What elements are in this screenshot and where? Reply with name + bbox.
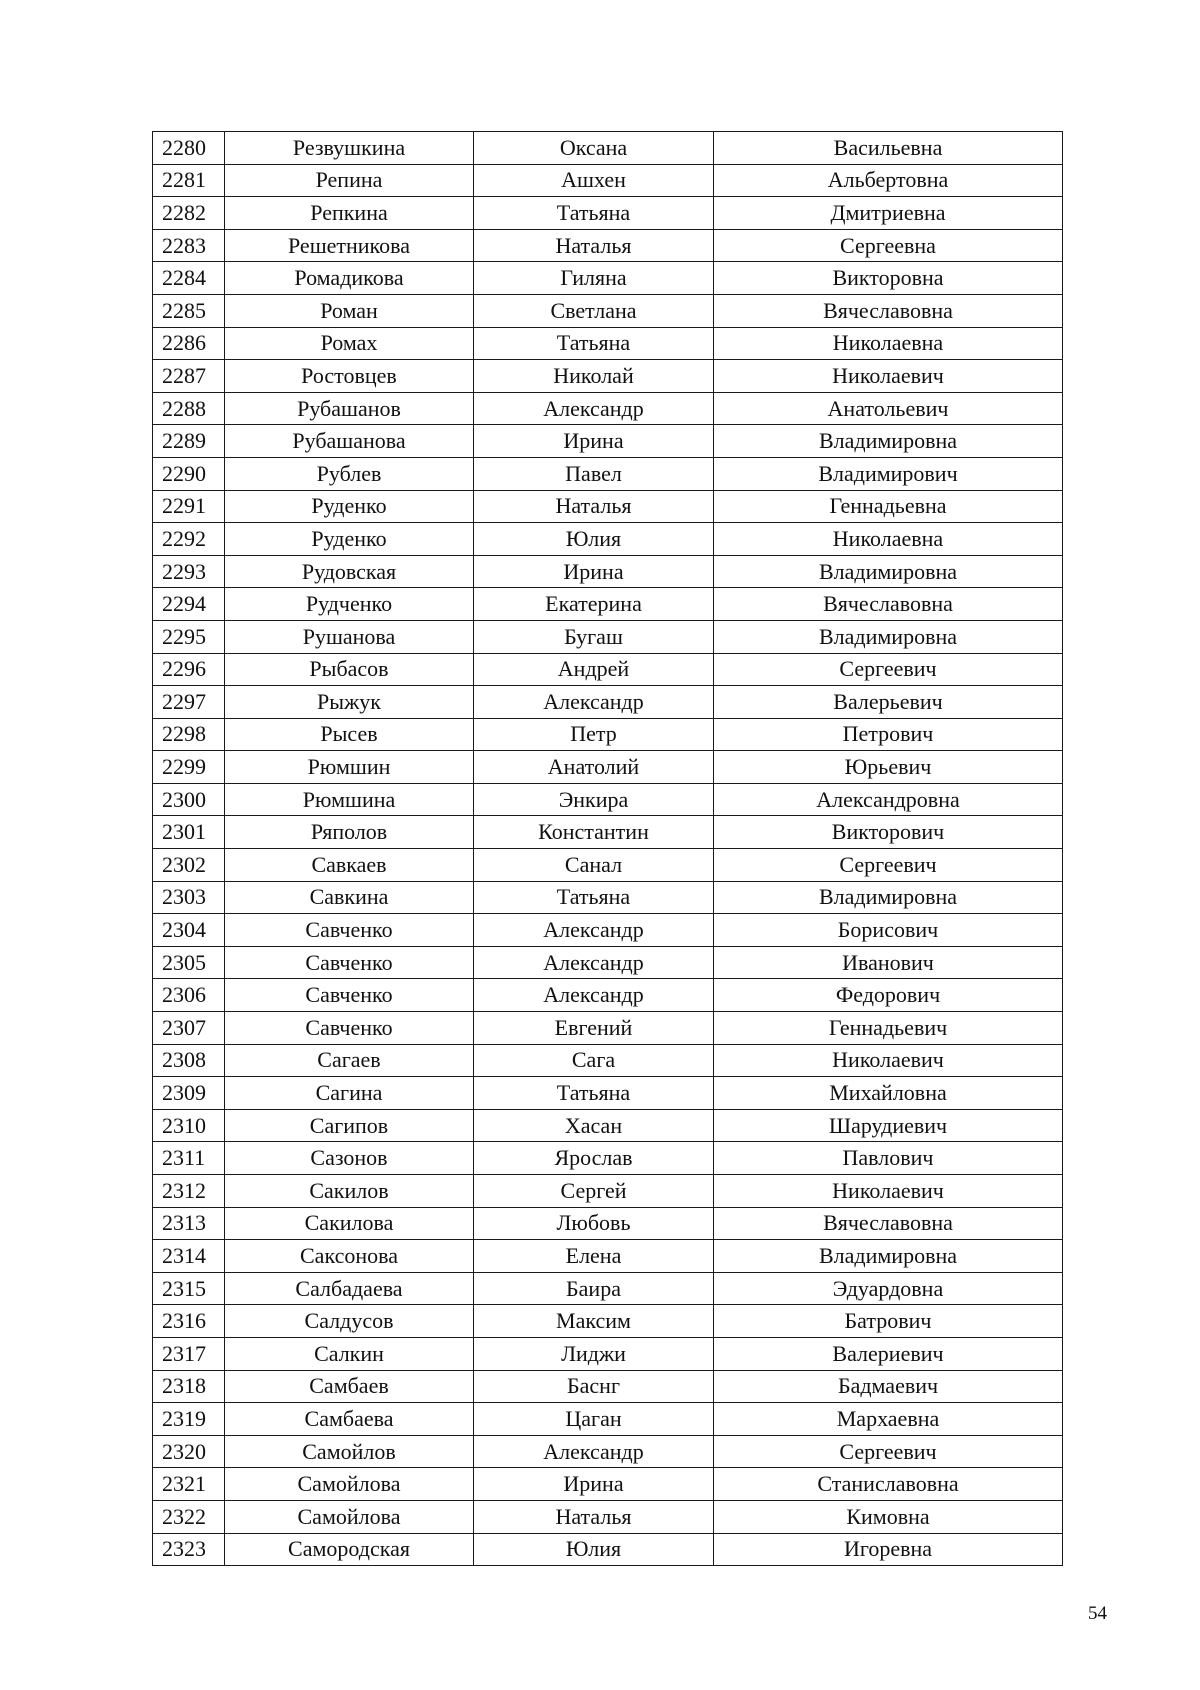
first-name-cell: Сергей bbox=[474, 1175, 714, 1208]
roster-table bbox=[152, 131, 1063, 1566]
row-number-cell: 2299 bbox=[153, 751, 225, 784]
table-row bbox=[153, 490, 1063, 523]
first-name-cell: Николай bbox=[474, 360, 714, 393]
first-name-cell: Елена bbox=[474, 1240, 714, 1273]
first-name-cell: Ирина bbox=[474, 555, 714, 588]
patronymic-cell: Сергеевич bbox=[714, 849, 1063, 882]
first-name-cell: Сага bbox=[474, 1044, 714, 1077]
first-name-cell: Санал bbox=[474, 849, 714, 882]
first-name-cell: Александр bbox=[474, 392, 714, 425]
last-name-cell: Сагипов bbox=[225, 1109, 474, 1142]
last-name-cell: Самойлова bbox=[225, 1468, 474, 1501]
table-row bbox=[153, 360, 1063, 393]
table-row bbox=[153, 816, 1063, 849]
first-name-cell: Баснг bbox=[474, 1370, 714, 1403]
patronymic-cell: Александровна bbox=[714, 783, 1063, 816]
last-name-cell: Решетникова bbox=[225, 229, 474, 262]
table-row bbox=[153, 588, 1063, 621]
row-number-cell: 2293 bbox=[153, 555, 225, 588]
table-row bbox=[153, 1305, 1063, 1338]
row-number-cell: 2290 bbox=[153, 457, 225, 490]
first-name-cell: Бугаш bbox=[474, 620, 714, 653]
table-row bbox=[153, 229, 1063, 262]
last-name-cell: Репина bbox=[225, 164, 474, 197]
row-number-cell: 2308 bbox=[153, 1044, 225, 1077]
first-name-cell: Татьяна bbox=[474, 881, 714, 914]
patronymic-cell: Вячеславовна bbox=[714, 588, 1063, 621]
first-name-cell: Энкира bbox=[474, 783, 714, 816]
patronymic-cell: Владимировна bbox=[714, 881, 1063, 914]
row-number-cell: 2304 bbox=[153, 914, 225, 947]
last-name-cell: Рыбасов bbox=[225, 653, 474, 686]
patronymic-cell: Сергеевич bbox=[714, 1435, 1063, 1468]
patronymic-cell: Сергеевич bbox=[714, 653, 1063, 686]
first-name-cell: Константин bbox=[474, 816, 714, 849]
last-name-cell: Савченко bbox=[225, 946, 474, 979]
row-number-cell: 2319 bbox=[153, 1403, 225, 1436]
patronymic-cell: Владимировна bbox=[714, 425, 1063, 458]
row-number-cell: 2300 bbox=[153, 783, 225, 816]
table-row bbox=[153, 1240, 1063, 1273]
row-number-cell: 2305 bbox=[153, 946, 225, 979]
table-row bbox=[153, 1142, 1063, 1175]
table-row bbox=[153, 555, 1063, 588]
row-number-cell: 2280 bbox=[153, 132, 225, 165]
first-name-cell: Александр bbox=[474, 686, 714, 719]
last-name-cell: Салдусов bbox=[225, 1305, 474, 1338]
last-name-cell: Руденко bbox=[225, 523, 474, 556]
last-name-cell: Ряполов bbox=[225, 816, 474, 849]
patronymic-cell: Николаевич bbox=[714, 1175, 1063, 1208]
table-row bbox=[153, 1109, 1063, 1142]
last-name-cell: Самбаев bbox=[225, 1370, 474, 1403]
first-name-cell: Александр bbox=[474, 914, 714, 947]
last-name-cell: Сакилова bbox=[225, 1207, 474, 1240]
last-name-cell: Савкаев bbox=[225, 849, 474, 882]
first-name-cell: Хасан bbox=[474, 1109, 714, 1142]
patronymic-cell: Вячеславовна bbox=[714, 1207, 1063, 1240]
last-name-cell: Сакилов bbox=[225, 1175, 474, 1208]
row-number-cell: 2281 bbox=[153, 164, 225, 197]
row-number-cell: 2317 bbox=[153, 1337, 225, 1370]
table-row bbox=[153, 946, 1063, 979]
first-name-cell: Екатерина bbox=[474, 588, 714, 621]
first-name-cell: Лиджи bbox=[474, 1337, 714, 1370]
last-name-cell: Репкина bbox=[225, 197, 474, 230]
last-name-cell: Рюмшин bbox=[225, 751, 474, 784]
table-row bbox=[153, 197, 1063, 230]
table-row bbox=[153, 1012, 1063, 1045]
table-row bbox=[153, 1337, 1063, 1370]
first-name-cell: Александр bbox=[474, 1435, 714, 1468]
table-row bbox=[153, 979, 1063, 1012]
row-number-cell: 2318 bbox=[153, 1370, 225, 1403]
row-number-cell: 2310 bbox=[153, 1109, 225, 1142]
first-name-cell: Татьяна bbox=[474, 327, 714, 360]
row-number-cell: 2312 bbox=[153, 1175, 225, 1208]
patronymic-cell: Викторович bbox=[714, 816, 1063, 849]
first-name-cell: Анатолий bbox=[474, 751, 714, 784]
row-number-cell: 2315 bbox=[153, 1272, 225, 1305]
table-row bbox=[153, 718, 1063, 751]
first-name-cell: Цаган bbox=[474, 1403, 714, 1436]
table-row bbox=[153, 327, 1063, 360]
row-number-cell: 2311 bbox=[153, 1142, 225, 1175]
last-name-cell: Самойлов bbox=[225, 1435, 474, 1468]
table-row bbox=[153, 392, 1063, 425]
row-number-cell: 2321 bbox=[153, 1468, 225, 1501]
row-number-cell: 2289 bbox=[153, 425, 225, 458]
row-number-cell: 2282 bbox=[153, 197, 225, 230]
table-row bbox=[153, 686, 1063, 719]
patronymic-cell: Николаевич bbox=[714, 1044, 1063, 1077]
first-name-cell: Юлия bbox=[474, 523, 714, 556]
patronymic-cell: Юрьевич bbox=[714, 751, 1063, 784]
first-name-cell: Наталья bbox=[474, 1500, 714, 1533]
row-number-cell: 2320 bbox=[153, 1435, 225, 1468]
last-name-cell: Рысев bbox=[225, 718, 474, 751]
first-name-cell: Ирина bbox=[474, 1468, 714, 1501]
table-row bbox=[153, 294, 1063, 327]
table-row bbox=[153, 1175, 1063, 1208]
patronymic-cell: Шарудиевич bbox=[714, 1109, 1063, 1142]
patronymic-cell: Эдуардовна bbox=[714, 1272, 1063, 1305]
row-number-cell: 2295 bbox=[153, 620, 225, 653]
patronymic-cell: Федорович bbox=[714, 979, 1063, 1012]
patronymic-cell: Валерьевич bbox=[714, 686, 1063, 719]
row-number-cell: 2313 bbox=[153, 1207, 225, 1240]
patronymic-cell: Валериевич bbox=[714, 1337, 1063, 1370]
patronymic-cell: Станиславовна bbox=[714, 1468, 1063, 1501]
last-name-cell: Самородская bbox=[225, 1533, 474, 1566]
patronymic-cell: Павлович bbox=[714, 1142, 1063, 1175]
first-name-cell: Светлана bbox=[474, 294, 714, 327]
patronymic-cell: Николаевна bbox=[714, 327, 1063, 360]
row-number-cell: 2296 bbox=[153, 653, 225, 686]
table-row bbox=[153, 1533, 1063, 1566]
first-name-cell: Александр bbox=[474, 979, 714, 1012]
table-row bbox=[153, 1468, 1063, 1501]
last-name-cell: Ростовцев bbox=[225, 360, 474, 393]
first-name-cell: Петр bbox=[474, 718, 714, 751]
first-name-cell: Александр bbox=[474, 946, 714, 979]
row-number-cell: 2287 bbox=[153, 360, 225, 393]
patronymic-cell: Альбертовна bbox=[714, 164, 1063, 197]
roster-table-body bbox=[153, 132, 1063, 1566]
row-number-cell: 2303 bbox=[153, 881, 225, 914]
first-name-cell: Татьяна bbox=[474, 197, 714, 230]
table-row bbox=[153, 1044, 1063, 1077]
row-number-cell: 2286 bbox=[153, 327, 225, 360]
first-name-cell: Гиляна bbox=[474, 262, 714, 295]
patronymic-cell: Васильевна bbox=[714, 132, 1063, 165]
row-number-cell: 2285 bbox=[153, 294, 225, 327]
patronymic-cell: Батрович bbox=[714, 1305, 1063, 1338]
patronymic-cell: Николаевич bbox=[714, 360, 1063, 393]
row-number-cell: 2302 bbox=[153, 849, 225, 882]
table-row bbox=[153, 849, 1063, 882]
last-name-cell: Салкин bbox=[225, 1337, 474, 1370]
table-row bbox=[153, 1370, 1063, 1403]
first-name-cell: Татьяна bbox=[474, 1077, 714, 1110]
row-number-cell: 2297 bbox=[153, 686, 225, 719]
first-name-cell: Максим bbox=[474, 1305, 714, 1338]
patronymic-cell: Николаевна bbox=[714, 523, 1063, 556]
patronymic-cell: Владимирович bbox=[714, 457, 1063, 490]
last-name-cell: Резвушкина bbox=[225, 132, 474, 165]
table-row bbox=[153, 425, 1063, 458]
row-number-cell: 2323 bbox=[153, 1533, 225, 1566]
last-name-cell: Рубашанова bbox=[225, 425, 474, 458]
last-name-cell: Сазонов bbox=[225, 1142, 474, 1175]
patronymic-cell: Геннадьевич bbox=[714, 1012, 1063, 1045]
last-name-cell: Саксонова bbox=[225, 1240, 474, 1273]
table-row bbox=[153, 523, 1063, 556]
table-row bbox=[153, 914, 1063, 947]
row-number-cell: 2301 bbox=[153, 816, 225, 849]
first-name-cell: Оксана bbox=[474, 132, 714, 165]
table-row bbox=[153, 653, 1063, 686]
table-row bbox=[153, 1403, 1063, 1436]
table-row bbox=[153, 881, 1063, 914]
table-row bbox=[153, 1272, 1063, 1305]
last-name-cell: Руденко bbox=[225, 490, 474, 523]
row-number-cell: 2284 bbox=[153, 262, 225, 295]
row-number-cell: 2316 bbox=[153, 1305, 225, 1338]
table-row bbox=[153, 262, 1063, 295]
row-number-cell: 2288 bbox=[153, 392, 225, 425]
first-name-cell: Евгений bbox=[474, 1012, 714, 1045]
first-name-cell: Любовь bbox=[474, 1207, 714, 1240]
row-number-cell: 2314 bbox=[153, 1240, 225, 1273]
first-name-cell: Юлия bbox=[474, 1533, 714, 1566]
patronymic-cell: Владимировна bbox=[714, 555, 1063, 588]
last-name-cell: Савкина bbox=[225, 881, 474, 914]
patronymic-cell: Иванович bbox=[714, 946, 1063, 979]
first-name-cell: Наталья bbox=[474, 490, 714, 523]
table-row bbox=[153, 1207, 1063, 1240]
first-name-cell: Андрей bbox=[474, 653, 714, 686]
patronymic-cell: Анатольевич bbox=[714, 392, 1063, 425]
row-number-cell: 2292 bbox=[153, 523, 225, 556]
patronymic-cell: Сергеевна bbox=[714, 229, 1063, 262]
patronymic-cell: Владимировна bbox=[714, 620, 1063, 653]
last-name-cell: Рубашанов bbox=[225, 392, 474, 425]
row-number-cell: 2283 bbox=[153, 229, 225, 262]
patronymic-cell: Борисович bbox=[714, 914, 1063, 947]
last-name-cell: Роман bbox=[225, 294, 474, 327]
patronymic-cell: Дмитриевна bbox=[714, 197, 1063, 230]
last-name-cell: Сагина bbox=[225, 1077, 474, 1110]
patronymic-cell: Викторовна bbox=[714, 262, 1063, 295]
table-row bbox=[153, 751, 1063, 784]
last-name-cell: Салбадаева bbox=[225, 1272, 474, 1305]
row-number-cell: 2294 bbox=[153, 588, 225, 621]
last-name-cell: Савченко bbox=[225, 979, 474, 1012]
table-row bbox=[153, 1077, 1063, 1110]
last-name-cell: Рыжук bbox=[225, 686, 474, 719]
patronymic-cell: Петрович bbox=[714, 718, 1063, 751]
row-number-cell: 2298 bbox=[153, 718, 225, 751]
last-name-cell: Сагаев bbox=[225, 1044, 474, 1077]
last-name-cell: Савченко bbox=[225, 914, 474, 947]
table-row bbox=[153, 783, 1063, 816]
last-name-cell: Самойлова bbox=[225, 1500, 474, 1533]
first-name-cell: Наталья bbox=[474, 229, 714, 262]
first-name-cell: Павел bbox=[474, 457, 714, 490]
last-name-cell: Рюмшина bbox=[225, 783, 474, 816]
last-name-cell: Рудовская bbox=[225, 555, 474, 588]
last-name-cell: Рушанова bbox=[225, 620, 474, 653]
table-row bbox=[153, 1435, 1063, 1468]
table-row bbox=[153, 164, 1063, 197]
first-name-cell: Ашхен bbox=[474, 164, 714, 197]
patronymic-cell: Михайловна bbox=[714, 1077, 1063, 1110]
first-name-cell: Ярослав bbox=[474, 1142, 714, 1175]
row-number-cell: 2291 bbox=[153, 490, 225, 523]
patronymic-cell: Владимировна bbox=[714, 1240, 1063, 1273]
last-name-cell: Рудченко bbox=[225, 588, 474, 621]
first-name-cell: Ирина bbox=[474, 425, 714, 458]
row-number-cell: 2309 bbox=[153, 1077, 225, 1110]
table-row bbox=[153, 1500, 1063, 1533]
row-number-cell: 2307 bbox=[153, 1012, 225, 1045]
last-name-cell: Самбаева bbox=[225, 1403, 474, 1436]
last-name-cell: Рублев bbox=[225, 457, 474, 490]
row-number-cell: 2306 bbox=[153, 979, 225, 1012]
patronymic-cell: Мархаевна bbox=[714, 1403, 1063, 1436]
patronymic-cell: Вячеславовна bbox=[714, 294, 1063, 327]
table-row bbox=[153, 457, 1063, 490]
table-row bbox=[153, 132, 1063, 165]
patronymic-cell: Геннадьевна bbox=[714, 490, 1063, 523]
page-number: 54 bbox=[1088, 1603, 1107, 1624]
first-name-cell: Баира bbox=[474, 1272, 714, 1305]
patronymic-cell: Игоревна bbox=[714, 1533, 1063, 1566]
row-number-cell: 2322 bbox=[153, 1500, 225, 1533]
last-name-cell: Ромах bbox=[225, 327, 474, 360]
patronymic-cell: Кимовна bbox=[714, 1500, 1063, 1533]
last-name-cell: Ромадикова bbox=[225, 262, 474, 295]
patronymic-cell: Бадмаевич bbox=[714, 1370, 1063, 1403]
table-row bbox=[153, 620, 1063, 653]
last-name-cell: Савченко bbox=[225, 1012, 474, 1045]
